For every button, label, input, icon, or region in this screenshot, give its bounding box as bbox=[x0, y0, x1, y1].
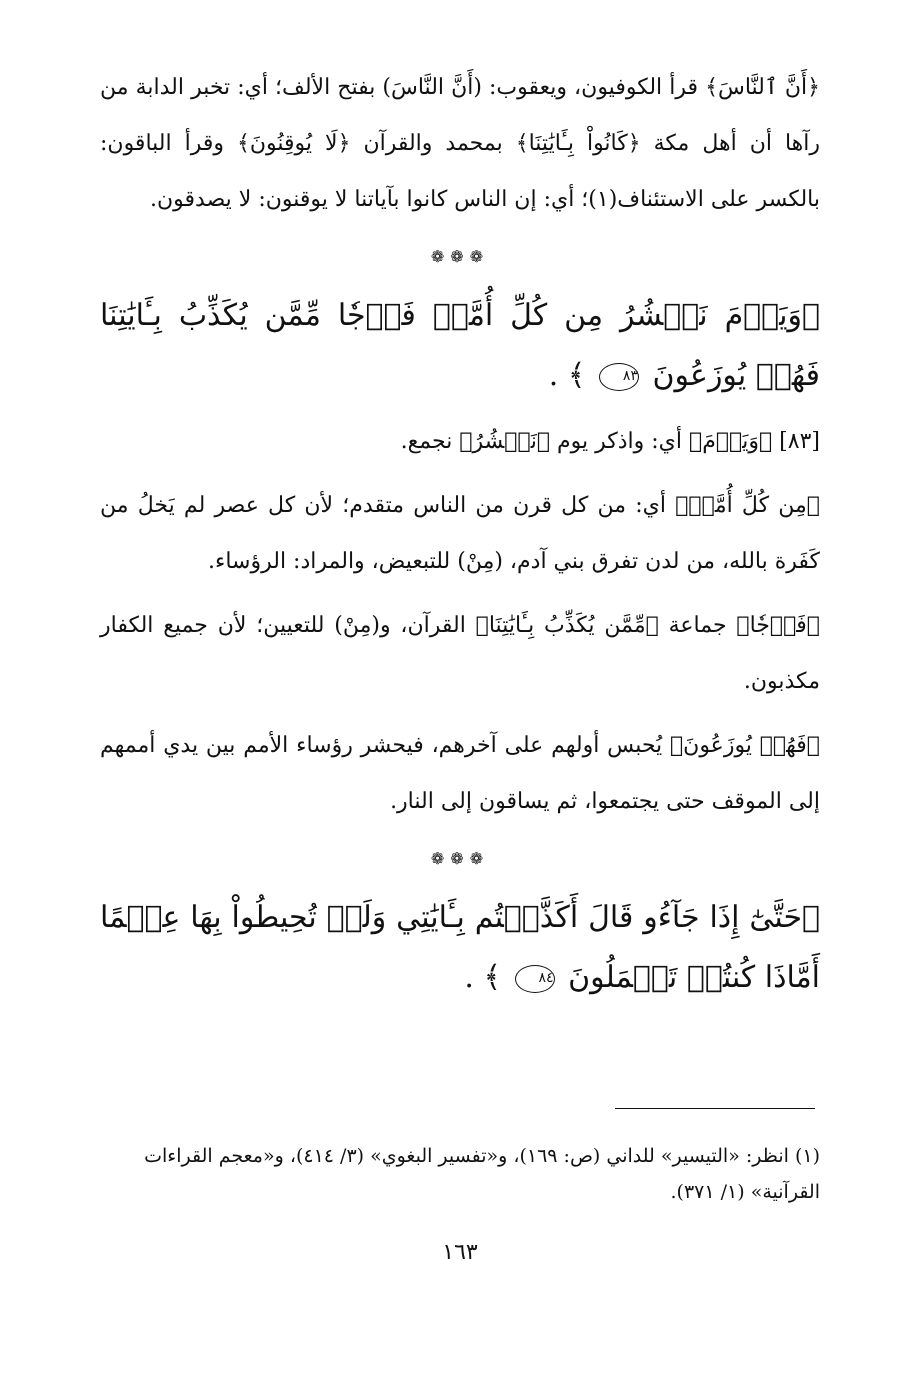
verse-84-text: ﴿حَتَّىٰٓ إِذَا جَآءُو قَالَ أَكَذَّبۡتُم بِـَٔايَٰتِي وَلَمۡ تُحِيطُواْ بِهَا عِلۡمًا أَمَّاذَا كُنتُمۡ تَعۡمَلُونَ bbox=[100, 900, 820, 995]
paragraph-min-kulli-umma: ﴿مِن كُلِّ أُمَّةٖ﴾ أي: من كل قرن من الناس متقدم؛ لأن كل عصر لم يَخلُ من كَفَرة بالله، من لدن تفرق بني آدم، (مِنْ) للتبعيض، والمراد: الرؤساء. bbox=[100, 493, 820, 574]
footnote-divider bbox=[615, 1108, 815, 1109]
paragraph-commentary-83: [٨٣] ﴿وَيَوۡمَ﴾ أي: واذكر يوم ﴿نَحۡشُرُ﴾ نجمع. bbox=[400, 429, 820, 454]
verse-84-end: ﴾ . bbox=[464, 960, 502, 995]
paragraph-fawjan: ﴿فَوۡجٗا﴾ جماعة ﴿مِّمَّن يُكَذِّبُ بِـَٔايَٰتِنَا﴾ القرآن، و(مِنْ) للتعيين؛ لأن جميع الكفار مكذبون. bbox=[100, 613, 820, 694]
verse-83-text: ﴿وَيَوۡمَ نَحۡشُرُ مِن كُلِّ أُمَّةٖ فَوۡجٗا مِّمَّن يُكَذِّبُ بِـَٔايَٰتِنَا فَهُمۡ يُوزَعُونَ bbox=[100, 298, 820, 393]
verse-83-end: ﴾ . bbox=[548, 358, 586, 393]
verse-number-badge: ٨٤ bbox=[515, 965, 555, 993]
verse-83 bbox=[100, 286, 820, 406]
paragraph-yuzaoon: ﴿فَهُمۡ يُوزَعُونَ﴾ يُحبس أولهم على آخرهم، فيحشر رؤساء الأمم بين يدي أممهم إلى الموقف حتى يجتمعوا، ثم يساقون إلى النار. bbox=[100, 733, 820, 814]
paragraph-qiraat: ﴿أَنَّ ٱلنَّاسَ﴾ قرأ الكوفيون، ويعقوب: (أَنَّ النَّاسَ) بفتح الألف؛ أي: تخبر الدابة من رآها أن أهل مكة ﴿كَانُواْ بِـَٔايَٰتِنَا﴾ بمحمد والقرآن ﴿لَا يُوقِنُونَ﴾ وقرأ الباقون: بالكسر على الاستئناف(١)؛ أي: إن الناس كانوا بآياتنا لا يوقنون: لا يصدقون. bbox=[100, 75, 820, 212]
section-separator: ❁❁❁ bbox=[430, 849, 490, 868]
page-number: ١٦٣ bbox=[442, 1240, 478, 1265]
verse-84 bbox=[100, 888, 820, 1008]
footnote: (١) انظر: «التيسير» للداني (ص: ١٦٩)، و«تفسير البغوي» (٣/ ٤١٤)، و«معجم القراءات القرآنية» (١/ ٣٧١). bbox=[144, 1145, 820, 1203]
verse-number-badge: ٨٣ bbox=[599, 363, 639, 391]
section-separator: ❁❁❁ bbox=[430, 247, 490, 266]
page-body bbox=[100, 60, 820, 1008]
